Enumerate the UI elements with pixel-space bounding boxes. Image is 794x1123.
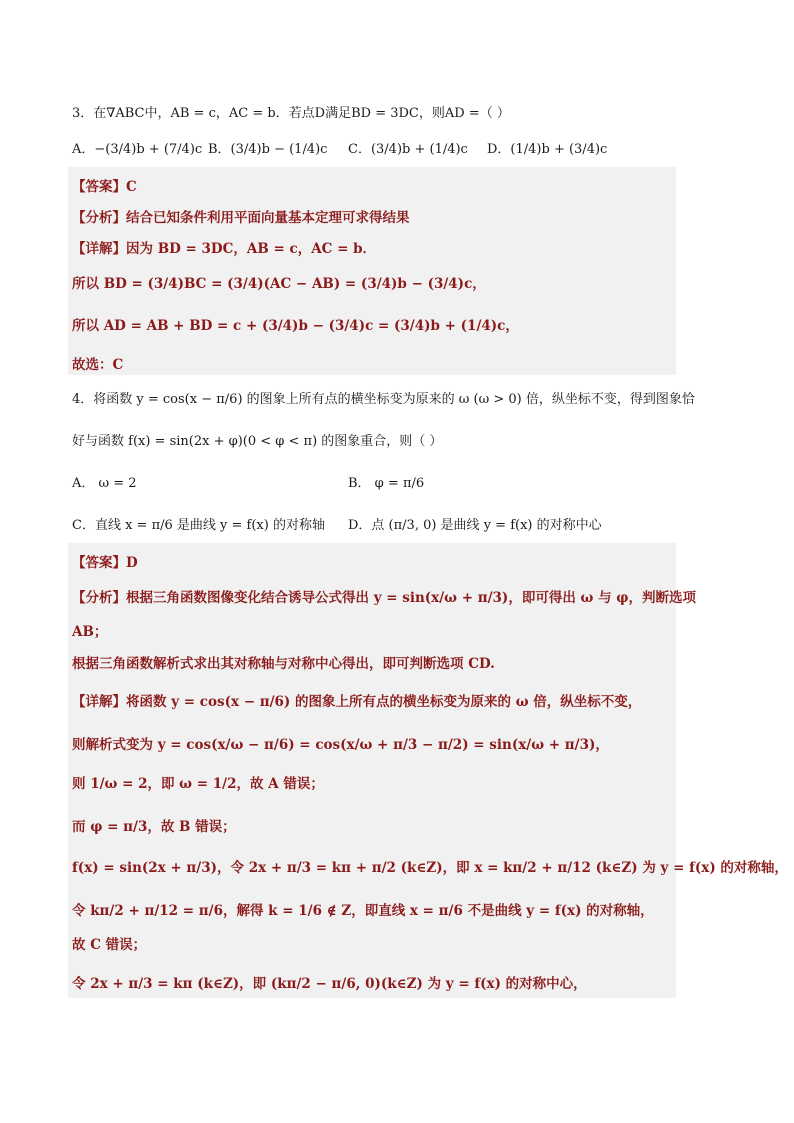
q4-option-c: C．直线 x = π/6 是曲线 y = f(x) 的对称轴	[72, 518, 325, 533]
q4-option-b: B． φ = π/6	[348, 476, 425, 491]
q4-detail-3: 则 1/ω = 2，即 ω = 1/2，故 A 错误；	[72, 776, 324, 792]
q4-solution-block	[68, 543, 676, 998]
q3-conclusion: 故选：C	[72, 357, 124, 373]
q4-answer	[72, 551, 138, 571]
q3-analysis	[72, 206, 410, 226]
q3-stem: 3．在∇ABC中，AB = c，AC = b．若点D满足BD = 3DC，则AD =（ ）	[72, 106, 510, 121]
q3-answer	[72, 175, 137, 195]
q3-option-c: C．(3/4)b + (1/4)c	[348, 142, 468, 157]
q3-answer-value: C	[126, 179, 137, 195]
q4-detail-2: 则解析式变为 y = cos(x/ω − π/6) = cos(x/ω + π/3 − π/2) = sin(x/ω + π/3)，	[72, 737, 609, 753]
q4-analysis-2: AB；	[72, 624, 108, 640]
q3-option-b: B．(3/4)b − (1/4)c	[208, 142, 328, 157]
q3-detail-3: 所以 AD = AB + BD = c + (3/4)b − (3/4)c = (3/4)b + (1/4)c，	[72, 318, 519, 334]
q4-stem-1: 4．将函数 y = cos(x − π/6) 的图象上所有点的横坐标变为原来的 ω (ω > 0) 倍，纵坐标不变，得到图象恰	[72, 392, 695, 407]
q4-detail-8: 令 2x + π/3 = kπ (k∈Z)，即 (kπ/2 − π/6, 0)(k∈Z) 为 y = f(x) 的对称中心，	[72, 976, 587, 992]
q4-detail-6: 令 kπ/2 + π/12 = π/6，解得 k = 1/6 ∉ Z，即直线 x = π/6 不是曲线 y = f(x) 的对称轴，	[72, 903, 654, 919]
q3-detail-label: 【详解】	[72, 241, 126, 257]
q4-detail-1-text: 将函数 y = cos(x − π/6) 的图象上所有点的横坐标变为原来的 ω 倍，纵坐标不变，	[126, 694, 642, 710]
q3-answer-label: 【答案】	[72, 179, 126, 195]
q4-detail-label: 【详解】	[72, 694, 126, 710]
q3-option-a: A．−(3/4)b + (7/4)c	[72, 142, 203, 157]
q4-analysis-3: 根据三角函数解析式求出其对称轴与对称中心得出，即可判断选项 CD.	[72, 656, 495, 672]
q3-analysis-text: 结合已知条件利用平面向量基本定理可求得结果	[126, 210, 410, 226]
q4-analysis-1	[72, 586, 696, 606]
q3-detail-1-text: 因为 BD = 3DC，AB = c，AC = b．	[126, 241, 377, 257]
q4-detail-7: 故 C 错误；	[72, 937, 147, 953]
q4-detail-4: 而 φ = π/3，故 B 错误；	[72, 819, 236, 835]
q4-detail-1	[72, 690, 641, 710]
q4-analysis-1-text: 根据三角函数图像变化结合诱导公式得出 y = sin(x/ω + π/3)，即可得出 ω 与 φ，判断选项	[126, 590, 696, 606]
q3-detail-1	[72, 237, 376, 257]
q4-answer-label: 【答案】	[72, 555, 126, 571]
q4-stem-2: 好与函数 f(x) = sin(2x + φ)(0 < φ < π) 的图象重合，则（ ）	[72, 434, 443, 449]
q3-detail-2: 所以 BD = (3/4)BC = (3/4)(AC − AB) = (3/4)b − (3/4)c，	[72, 276, 486, 292]
q3-solution-block	[68, 167, 676, 375]
q4-option-a: A． ω = 2	[72, 476, 137, 491]
q3-option-d: D．(1/4)b + (3/4)c	[487, 142, 608, 157]
q4-option-d: D．点 (π/3, 0) 是曲线 y = f(x) 的对称中心	[348, 518, 602, 533]
q4-analysis-label: 【分析】	[72, 590, 126, 606]
q3-analysis-label: 【分析】	[72, 210, 126, 226]
q4-answer-value: D	[126, 555, 138, 571]
q4-detail-5: f(x) = sin(2x + π/3)，令 2x + π/3 = kπ + π/2 (k∈Z)，即 x = kπ/2 + π/12 (k∈Z) 为 y = f(x) 的对称轴，	[72, 860, 788, 876]
